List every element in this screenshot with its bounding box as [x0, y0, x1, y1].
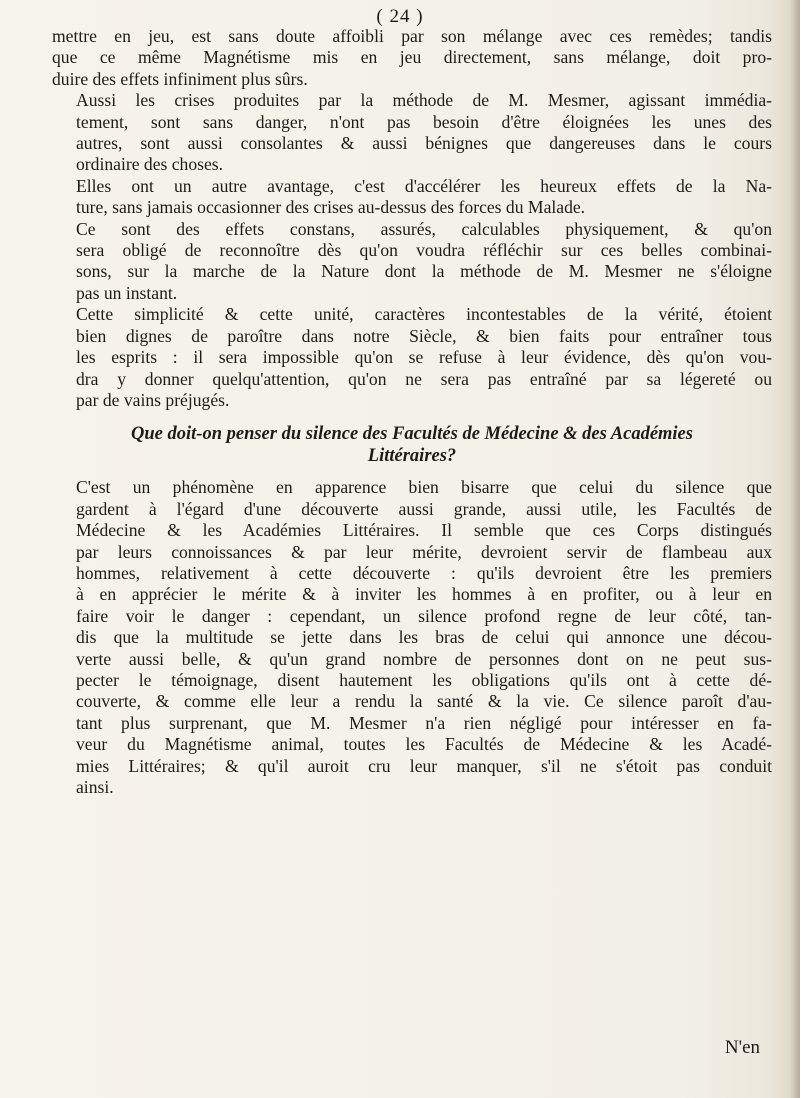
text-line: dis que la multitude se jette dans les bras de celui qui annonce une décou- — [76, 627, 772, 648]
text-line: pecter le témoignage, disent hautement les obligations qu'ils ont à cette dé- — [76, 669, 772, 690]
text-line: par de vains préjugés. — [76, 389, 230, 410]
heading-line: Que doit-on penser du silence des Facultés de Médecine & des Académies — [131, 424, 693, 445]
text-line: ainsi. — [76, 777, 114, 797]
paragraph-1 — [52, 26, 772, 90]
text-line: à en apprécier le mérite & à inviter les hommes à en profiter, ou à leur en — [76, 584, 772, 605]
heading-line: Littéraires? — [367, 446, 457, 467]
body-text — [52, 26, 772, 798]
text-line: hommes, relativement à cette découverte : qu'ils devroient être les premiers — [76, 562, 772, 583]
paragraph-6 — [52, 477, 772, 798]
text-line: C'est un phénomène en apparence bien bisarre que celui du silence que — [76, 477, 772, 498]
text-line: Cette simplicité & cette unité, caractères incontestables de la vérité, étoient — [76, 304, 772, 325]
text-line: verte aussi belle, & qu'un grand nombre de personnes dont on ne peut sus- — [76, 648, 772, 669]
text-line: couverte, & comme elle leur a rendu la santé & la vie. Ce silence paroît d'au- — [76, 691, 772, 712]
text-line: Aussi les crises produites par la méthode de M. Mesmer, agissant immédia- — [76, 90, 772, 111]
section-heading — [52, 423, 772, 467]
text-line: Elles ont un autre avantage, c'est d'accélérer les heureux effets de la Na- — [76, 175, 772, 196]
text-line: que ce même Magnétisme mis en jeu directement, sans mélange, doit pro- — [52, 47, 772, 68]
text-line: pas un instant. — [76, 282, 178, 303]
catchword: N'en — [724, 1037, 760, 1058]
text-line: dra y donner quelqu'attention, qu'on ne sera pas entraîné par sa légereté ou — [76, 368, 772, 389]
paragraph-4 — [52, 219, 772, 305]
text-line: Médecine & les Académies Littéraires. Il semble que ces Corps distingués — [76, 520, 772, 541]
paragraph-3 — [52, 176, 772, 219]
text-line: sera obligé de reconnoître dès qu'on voudra réfléchir sur ces belles combinai- — [76, 240, 772, 261]
text-line: mettre en jeu, est sans doute affoibli par son mélange avec ces remèdes; tandis — [52, 26, 772, 46]
text-line: veur du Magnétisme animal, toutes les Facultés de Médecine & les Acadé- — [76, 734, 772, 755]
text-line: autres, sont aussi consolantes & aussi bénignes que dangereuses dans le cours — [76, 133, 772, 154]
paragraph-2 — [52, 90, 772, 176]
text-line: gardent à l'égard d'une découverte aussi grande, aussi utile, les Facultés de — [76, 498, 772, 519]
text-line: duire des effets infiniment plus sûrs. — [52, 68, 308, 89]
text-line: les esprits : il sera impossible qu'on se refuse à leur évidence, dès qu'on vou- — [76, 347, 772, 368]
text-line: ture, sans jamais occasionner des crises au-dessus des forces du Malade. — [76, 197, 586, 218]
page-edge-shadow — [790, 0, 800, 1098]
text-line: faire voir le danger : cependant, un silence profond regne de leur côté, tan- — [76, 605, 772, 626]
text-line: par leurs connoissances & par leur mérite, devroient servir de flambeau aux — [76, 541, 772, 562]
text-line: bien dignes de paroître dans notre Siècle, & bien faits pour entraîner tous — [76, 325, 772, 346]
text-line: mies Littéraires; & qu'il auroit cru leur manquer, s'il ne s'étoit pas conduit — [76, 755, 772, 776]
text-line: tant plus surprenant, que M. Mesmer n'a rien négligé pour intéresser en fa- — [76, 712, 772, 733]
text-line: ordinaire des choses. — [76, 154, 224, 175]
text-line: tement, sont sans danger, n'ont pas besoin d'être éloignées les unes des — [76, 111, 772, 132]
text-line: sons, sur la marche de la Nature dont la méthode de M. Mesmer ne s'éloigne — [76, 261, 772, 282]
paragraph-5 — [52, 304, 772, 411]
text-line: Ce sont des effets constans, assurés, calculables physiquement, & qu'on — [76, 218, 772, 239]
page-number: ( 24 ) — [376, 6, 424, 27]
